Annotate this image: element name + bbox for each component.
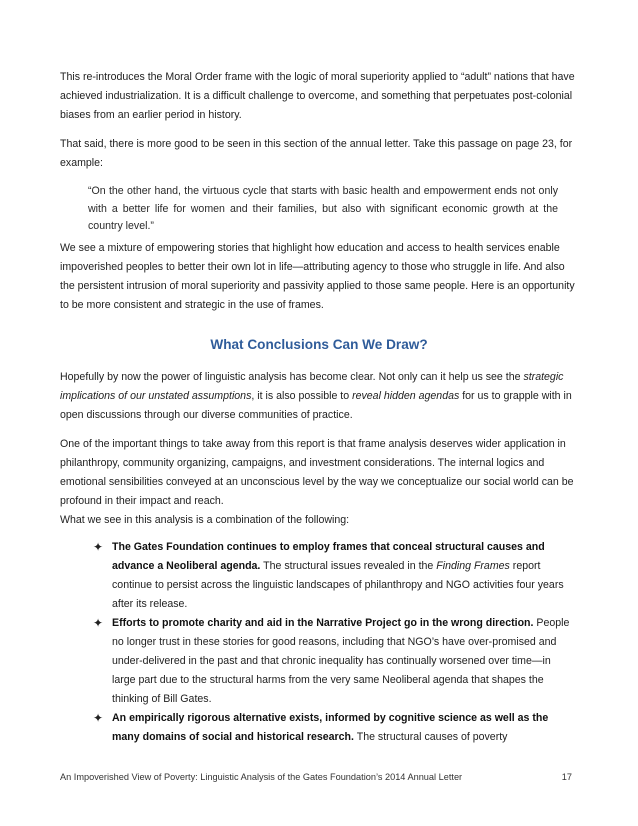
star-bullet-icon: ✦ [93, 616, 104, 630]
bullet-body: The structural issues revealed in the [260, 560, 437, 572]
paragraph-important-things: One of the important things to take away from this report is that frame analysis deserves wider application in philanthropy, community organizing, campaigns, and investment considerations. The internal logics and emotional sensibilities conveyed at an unconscious level by the way we conceptualize our social world can be profound in their impact and reach. [60, 438, 574, 507]
paragraph-mixture: We see a mixture of empowering stories that highlight how education and access to health services enable impoverished peoples to better their own lot in life—attributing agency to those who struggle in life. And also the persistent intrusion of moral superiority and passivity applied to those same people. Here is an opportunity to be more consistent and strategic in the use of frames. [60, 242, 575, 311]
paragraph-hopefully [60, 368, 582, 425]
p4-italic-strategic: strategic implications of our unstated assumptions [60, 371, 564, 402]
bullet-body: The structural causes of poverty [353, 731, 508, 743]
star-bullet-icon: ✦ [93, 711, 104, 725]
section-heading: What Conclusions Can We Draw? [210, 337, 428, 352]
paragraph-moral-order: This re-introduces the Moral Order frame with the logic of moral superiority applied to “adult” nations that have achieved industrialization. It is a difficult challenge to overcome, and something that perpetuates post-colonial biases from an earlier period in history. [60, 71, 575, 121]
list-item [0, 614, 638, 714]
bullet-body-rest: report continue to persist across the linguistic landscapes of philanthropy and NGO activities four years after its release. [112, 560, 564, 610]
bullet-bold: An empirically rigorous alternative exists, informed by cognitive science as well as the many domains of social and historical research. [112, 712, 549, 743]
bullet-bold: The Gates Foundation continues to employ frames that conceal structural causes and advance a Neoliberal agenda. [112, 541, 545, 572]
p4-text-a: Hopefully by now the power of linguistic analysis has become clear. Not only can it help us see the [60, 371, 524, 383]
page-number: 17 [561, 772, 572, 782]
footer-title: An Impoverished View of Poverty: Linguistic Analysis of the Gates Foundation’s 2014 Annual Letter [60, 772, 463, 782]
bullet-body: People no longer trust in these stories for good reasons, including that NGO’s have over-promised and under-delivered in the past and that chronic inequality has continually worsened over time—in large part due to the structural harms from the very same Neoliberal agenda that shapes the thinking of Bill Gates. [112, 617, 570, 705]
star-bullet-icon: ✦ [93, 540, 104, 554]
list-item [0, 709, 638, 754]
bullet-text-charity-aid [112, 614, 577, 709]
bullet-bold: Efforts to promote charity and aid in the Narrative Project go in the wrong direction. [112, 617, 534, 629]
p4-text-e: for us to grapple with in open discussions through our diverse communities of practice. [60, 390, 572, 421]
p4-text-c: , it is also possible to [251, 390, 353, 402]
paragraph-that-said: That said, there is more good to be seen in this section of the annual letter. Take this passage on page 23, for example: [60, 138, 573, 169]
p4-italic-agendas: reveal hidden agendas [352, 390, 460, 402]
bullet-text-gates-frames [112, 538, 577, 614]
bullet-italic-finding-frames: Finding Frames [436, 560, 510, 572]
block-quote: “On the other hand, the virtuous cycle that starts with basic health and empowerment ends not only with a better life for women and their families, but also with significant economic growth at the country level.” [88, 185, 558, 232]
bullet-text-alternative [112, 709, 577, 747]
paragraph-combination: What we see in this analysis is a combination of the following: [60, 514, 350, 526]
